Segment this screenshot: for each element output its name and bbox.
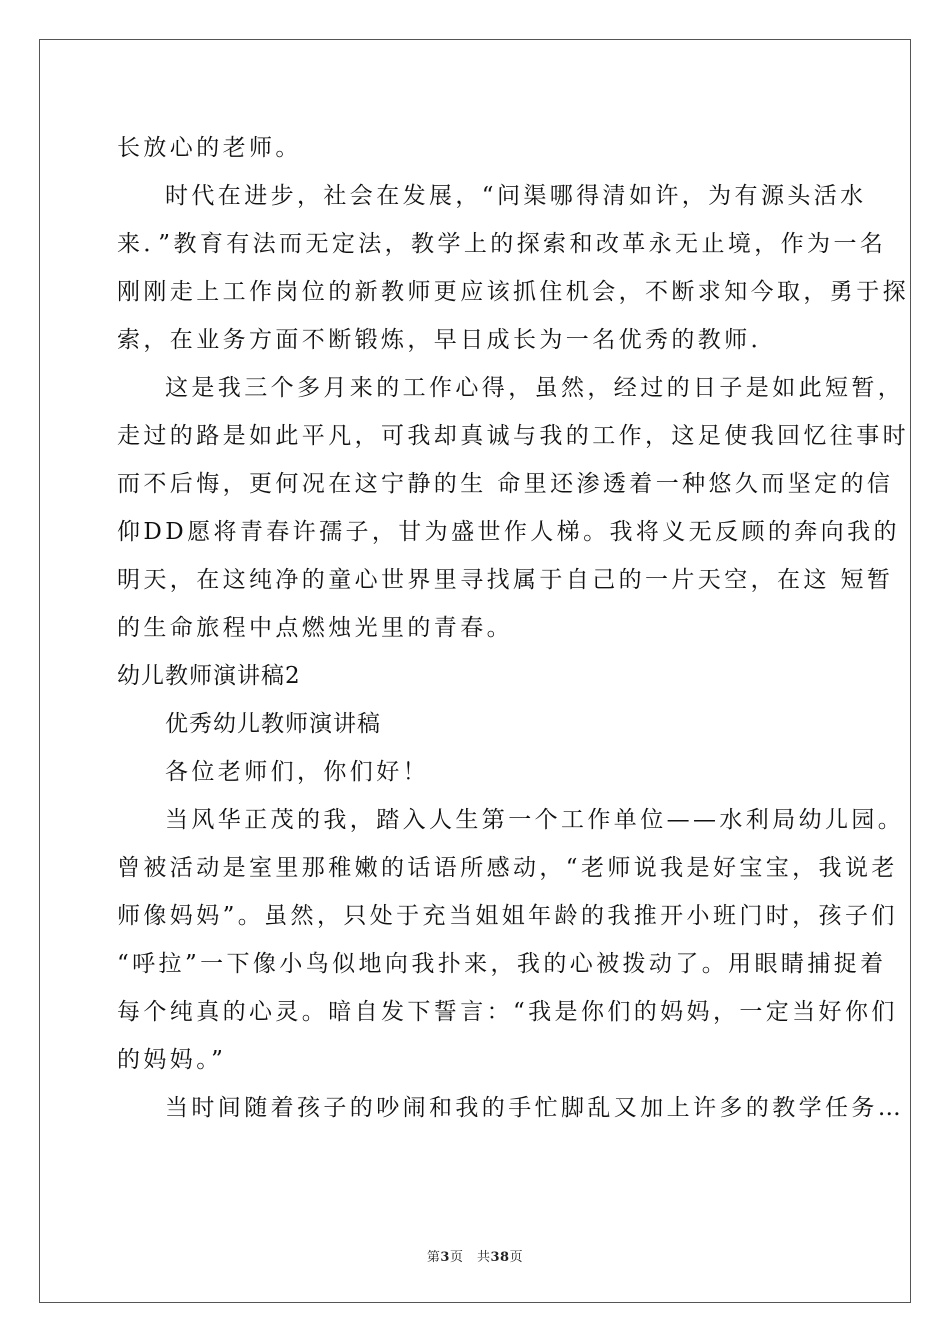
footer-mid: 页 共 [449, 1250, 491, 1265]
text-line: 索，在业务方面不断锻炼，早日成长为一名优秀的教师． [117, 327, 777, 353]
text-line: 的生命旅程中点燃烛光里的青春。 [117, 615, 513, 641]
text-line: 师像妈妈”。虽然，只处于充当姐姐年龄的我推开小班门时，孩子们 [117, 903, 898, 929]
page-footer [0, 1246, 950, 1265]
text-line: 明天，在这纯净的童心世界里寻找属于自己的一片天空，在这 短暂 [117, 567, 894, 593]
speech-title: 优秀幼儿教师演讲稿 [165, 711, 381, 737]
paragraph-start: 当时间随着孩子的吵闹和我的手忙脚乱又加上许多的教学任务… [165, 1095, 905, 1121]
footer-prefix: 第 [426, 1250, 441, 1265]
section-heading: 幼儿教师演讲稿2 [117, 663, 301, 689]
text-line: 曾被活动是室里那稚嫩的话语所感动，“老师说我是好宝宝，我说老 [117, 855, 898, 881]
footer-suffix: 页 [509, 1250, 524, 1265]
paragraph-start: 这是我三个多月来的工作心得，虽然，经过的日子是如此短暂， [165, 375, 905, 401]
text-line: 刚刚走上工作岗位的新教师更应该抓住机会，不断求知今取，勇于探 [117, 279, 909, 305]
text-line: 仰DD愿将青春许孺子，甘为盛世作人梯。我将义无反顾的奔向我的 [117, 519, 900, 545]
paragraph-start: 当风华正茂的我，踏入人生第一个工作单位——水利局幼儿园。 [165, 807, 905, 833]
document-body [117, 128, 909, 1136]
text-line: 而不后悔，更何况在这宁静的生 命里还渗透着一种悠久而坚定的信 [117, 471, 894, 497]
greeting: 各位老师们，你们好！ [165, 759, 429, 785]
paragraph-start: 时代在进步，社会在发展，“问渠哪得清如许，为有源头活水 [165, 183, 867, 209]
text-line: 来．”教育有法而无定法，教学上的探索和改革永无止境，作为一名 [117, 231, 887, 257]
text-line: “呼拉”一下像小鸟似地向我扑来，我的心被拨动了。用眼睛捕捉着 [117, 951, 887, 977]
text-line: 长放心的老师。 [117, 135, 302, 161]
text-line: 每个纯真的心灵。暗自发下誓言：“我是你们的妈妈，一定当好你们 [117, 999, 898, 1025]
current-page-number: 3 [440, 1250, 450, 1265]
text-line: 走过的路是如此平凡，可我却真诚与我的工作，这足使我回忆往事时 [117, 423, 909, 449]
text-line: 的妈妈。” [117, 1047, 227, 1073]
total-page-count: 38 [490, 1250, 510, 1265]
